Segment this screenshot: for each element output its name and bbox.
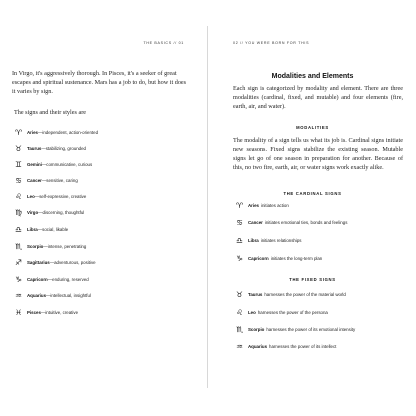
sign-name: Aquarius <box>27 292 47 298</box>
sign-row-capricorn <box>12 271 89 287</box>
fixed-row-aquarius <box>233 340 336 352</box>
sign-description: intense, penetrating <box>47 243 87 249</box>
sign-row-scorpio <box>12 238 86 254</box>
sign-row-libra <box>12 221 68 237</box>
sign-name: Aries <box>27 129 38 135</box>
sign-dash: — <box>41 177 47 183</box>
capricorn-glyph-icon: ♑ <box>236 253 243 263</box>
leo-glyph-icon: ♌ <box>236 307 243 317</box>
sign-name: Taurus <box>248 291 263 297</box>
section-title: Modalities and Elements <box>271 73 354 80</box>
aquarius-glyph-icon: ♒ <box>236 341 243 351</box>
sign-dash: — <box>41 161 47 167</box>
sign-name: Leo <box>248 309 256 315</box>
fixed-row-leo <box>233 306 328 318</box>
cancer-glyph-icon: ♋ <box>15 175 22 185</box>
sign-dash: — <box>37 129 43 135</box>
sign-dash: — <box>49 259 55 265</box>
sign-name: Libra <box>248 237 259 243</box>
sign-dash: — <box>47 276 53 282</box>
modalities-paragraph: The modality of a sign tells us what its job is. Cardinal signs initiate new seasons. Fixed signs stabilize the existing season. Mutable signs let go of one season in preparation for another. Because of this, no two fire, earth, air, or water signs work exactly alike. <box>233 137 403 171</box>
sign-dash: — <box>40 309 46 315</box>
sign-description: stabilizing, grounded <box>45 145 86 151</box>
sign-description: initiates the long-term plan <box>270 255 323 261</box>
sign-name: Cancer <box>248 219 263 225</box>
sign-name: Libra <box>27 226 38 232</box>
aquarius-glyph-icon: ♒ <box>15 290 22 300</box>
virgo-glyph-icon: ♍ <box>15 207 22 217</box>
cardinal-row-aries <box>233 199 289 211</box>
gemini-glyph-icon: ♊ <box>15 159 22 169</box>
sign-name: Capricorn <box>27 276 48 282</box>
sign-dash: — <box>34 193 40 199</box>
sign-description: intellectual, insightful <box>50 292 91 298</box>
sign-row-aquarius <box>12 287 91 303</box>
sign-description: discerning, thoughtful <box>42 209 85 215</box>
signs-intro-line: The signs and their styles are <box>14 109 86 116</box>
intro-paragraph: Each sign is categorized by modality and element. There are three modalities (cardinal, fixed, and mutable) and four elements (fire, earth, air, and water). <box>233 85 403 110</box>
aries-glyph-icon: ♈ <box>15 127 22 137</box>
sign-dash: — <box>43 243 48 249</box>
sign-name: Aquarius <box>248 343 268 349</box>
sign-row-cancer <box>12 172 78 188</box>
left-intro-paragraph: In Virgo, it's aggressively thorough. In Pisces, it's a seeker of great escapes and spiritual sustenance. Mars has a job to do, but how it does it varies by sign. <box>12 70 187 95</box>
sign-row-aries <box>12 124 98 140</box>
sign-row-gemini <box>12 156 92 172</box>
sign-row-virgo <box>12 204 84 220</box>
libra-glyph-icon: ♎ <box>236 235 243 245</box>
capricorn-glyph-icon: ♑ <box>15 274 22 284</box>
sign-dash: — <box>38 209 43 215</box>
sign-description: harnesses the power of its emotional intensity <box>266 326 356 332</box>
scorpio-glyph-icon: ♏ <box>15 241 22 251</box>
sign-name: Taurus <box>27 145 42 151</box>
sign-name: Capricorn <box>248 255 269 261</box>
left-page <box>0 0 207 416</box>
cardinal-signs-heading: THE CARDINAL SIGNS <box>283 191 342 196</box>
right-running-head: 02 // YOU WERE BORN FOR THIS <box>233 41 310 45</box>
sign-description: social, likable <box>42 226 69 232</box>
sign-name: Aries <box>248 202 259 208</box>
sign-description: harnesses the power of its intellect <box>269 343 337 349</box>
sign-name: Gemini <box>27 161 42 167</box>
sign-description: enduring, reserved <box>52 276 89 282</box>
sagittarius-glyph-icon: ♐ <box>15 257 22 267</box>
sign-dash: — <box>46 292 51 298</box>
sign-description: adventurous, positive <box>54 259 96 265</box>
sign-description: initiates emotional ties, bonds and feelings <box>264 219 348 225</box>
sign-description: self-expressive, creative <box>39 193 87 199</box>
fixed-signs-heading: THE FIXED SIGNS <box>289 277 336 282</box>
pisces-glyph-icon: ♓ <box>15 307 22 317</box>
sign-dash: — <box>37 226 43 232</box>
sign-row-sagittarius <box>12 254 96 270</box>
sign-description: harnesses the power of the material world <box>264 291 346 297</box>
sign-description: harnesses the power of the persona <box>257 309 328 315</box>
sign-description: sensitive, caring <box>46 177 78 183</box>
sign-description: initiates action <box>260 202 289 208</box>
sign-name: Scorpio <box>248 326 265 332</box>
cardinal-row-libra <box>233 234 302 246</box>
sign-description: independent, action-oriented <box>42 129 99 135</box>
sign-name: Leo <box>27 193 35 199</box>
leo-glyph-icon: ♌ <box>15 191 22 201</box>
taurus-glyph-icon: ♉ <box>15 143 22 153</box>
book-gutter <box>207 26 208 388</box>
right-page <box>209 0 416 416</box>
fixed-row-scorpio <box>233 323 355 335</box>
cancer-glyph-icon: ♋ <box>236 217 243 227</box>
cardinal-row-capricorn <box>233 252 322 264</box>
sign-row-leo <box>12 188 86 204</box>
sign-name: Pisces <box>27 309 41 315</box>
sign-row-taurus <box>12 140 86 156</box>
modalities-heading: MODALITIES <box>296 125 329 130</box>
sign-dash: — <box>41 145 46 151</box>
taurus-glyph-icon: ♉ <box>236 289 243 299</box>
sign-description: initiates relationships <box>260 237 302 243</box>
fixed-row-taurus <box>233 288 346 300</box>
sign-name: Sagittarius <box>27 259 50 265</box>
sign-description: communicative, curious <box>46 161 93 167</box>
sign-description: intuitive, creative <box>45 309 79 315</box>
scorpio-glyph-icon: ♏ <box>236 324 243 334</box>
left-running-head: THE BASICS // 01 <box>143 41 184 45</box>
aries-glyph-icon: ♈ <box>236 200 243 210</box>
sign-name: Cancer <box>27 177 42 183</box>
libra-glyph-icon: ♎ <box>15 224 22 234</box>
sign-row-pisces <box>12 304 78 320</box>
sign-name: Virgo <box>27 209 39 215</box>
sign-name: Scorpio <box>27 243 44 249</box>
cardinal-row-cancer <box>233 216 347 228</box>
